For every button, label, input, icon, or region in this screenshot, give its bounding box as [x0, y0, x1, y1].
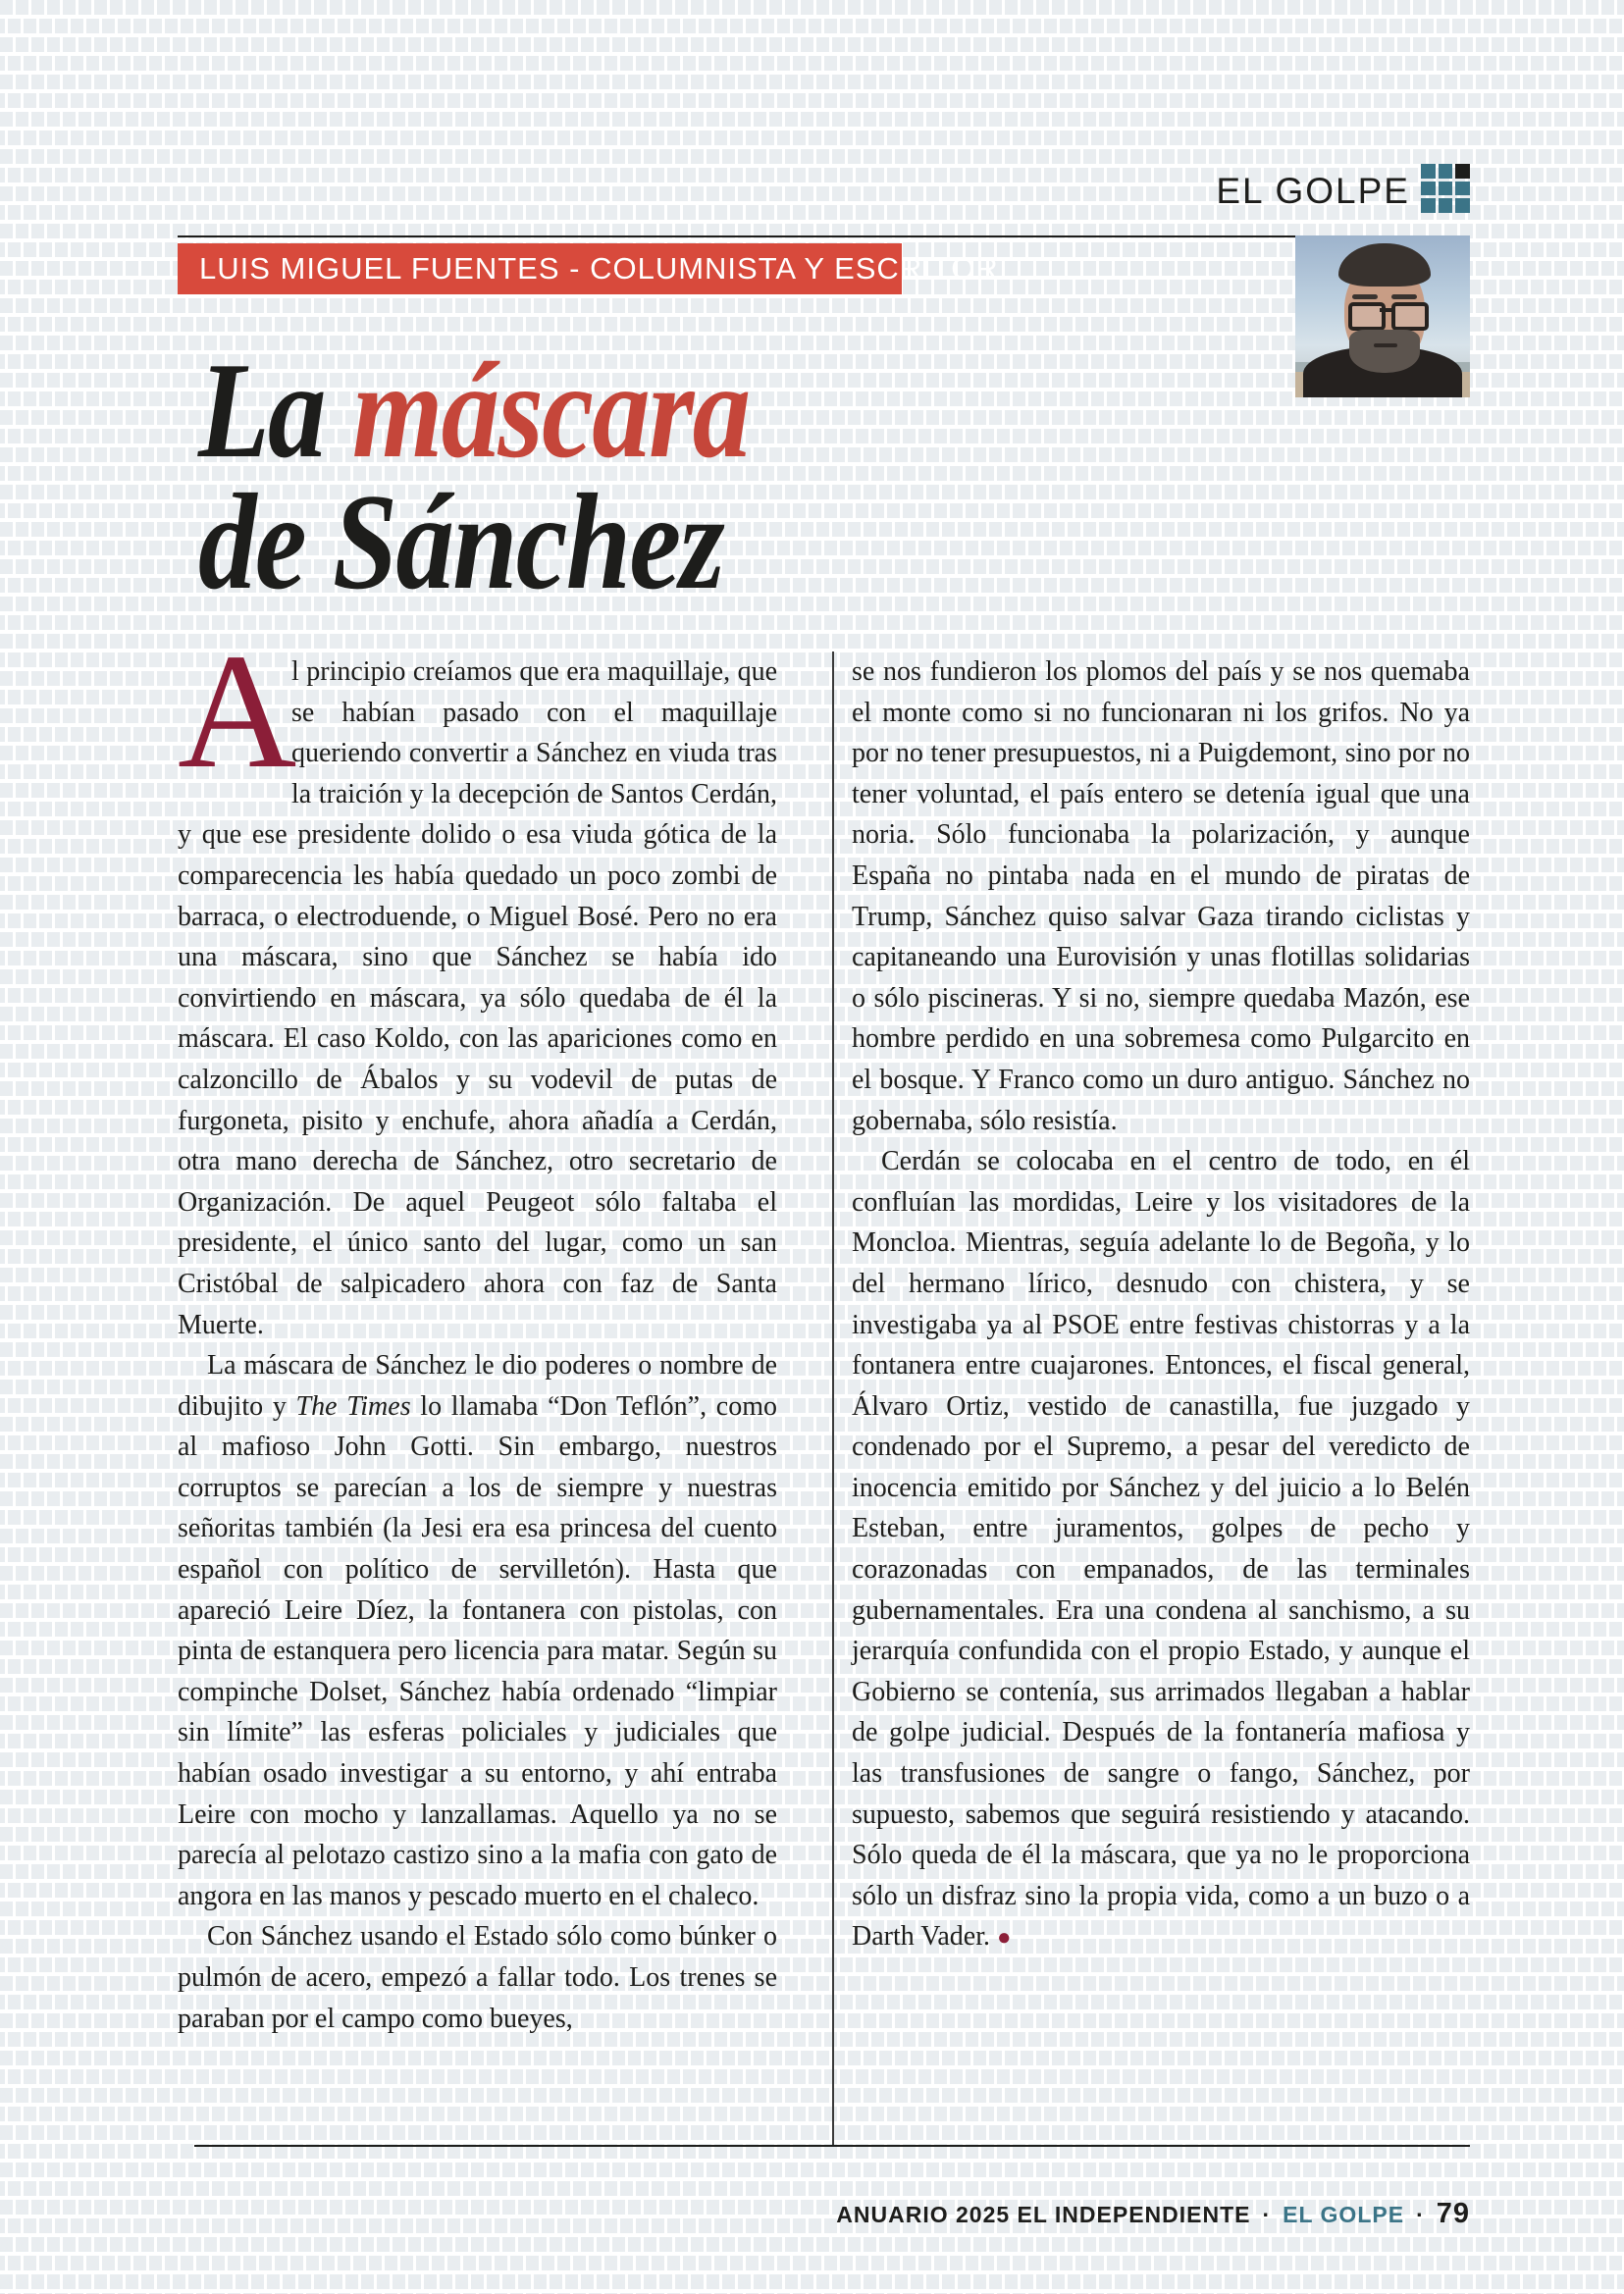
- paragraph-text: se nos fundieron los plomos del país y se nos quemaba el monte como si no funcionaran ni los grifos. No ya por no tener presupuestos, ni a Puigdemont, sino por no tener voluntad, el país entero se detenía igual que una noria. Sólo funcionaba la polarización, y aunque España no pintaba nada en el mundo de piratas de Trump, Sánchez quiso salvar Gaza tirando ciclistas y capitaneando una Eurovisión y unas flotillas solidarias o sólo piscineras. Y si no, siempre quedaba Mazón, ese hombre perdido en una sobremesa como Pulgarcito en el bosque. Y Franco como un duro antiguo. Sánchez no gobernaba, sólo resistía.: [852, 656, 1470, 1136]
- drop-cap: A: [178, 620, 297, 803]
- photo-mouth: [1374, 343, 1397, 347]
- page-number: 79: [1436, 2198, 1470, 2229]
- section-grid-icon: [1421, 164, 1470, 213]
- photo-glasses-right: [1391, 302, 1429, 331]
- photo-beard: [1349, 330, 1420, 373]
- footer-annual: ANUARIO 2025 EL INDEPENDIENTE: [836, 2202, 1251, 2227]
- grid-square-dark: [1455, 164, 1470, 179]
- grid-square: [1421, 182, 1436, 196]
- title-line2: de Sánchez: [198, 466, 724, 618]
- title-lead: La: [198, 335, 352, 487]
- photo-hair: [1338, 243, 1431, 287]
- grid-square: [1455, 198, 1470, 213]
- paragraph-text: Con Sánchez usando el Estado sólo como búnker o pulmón de acero, empezó a fallar todo. Los trenes se paraban por el campo como bueyes,: [178, 1921, 777, 2034]
- paragraph-text: l principio creíamos que era maquillaje, que se habían pasado con el maquillaje queriendo convertir a Sánchez en viuda tras la traición y la decepción de Santos Cerdán, y que ese presidente dolido o esa viuda gótica de la comparecencia les había quedado un poco zombi de barraca, o electroduende, o Miguel Bosé. Pero no era una máscara, sino que Sánchez se había ido convirtiendo en máscara, ya sólo quedaba de él la máscara. El caso Koldo, con las apariciones como en calzoncillo de Ábalos y su vodevil de putas de furgoneta, pisito y enchufe, ahora añadía a Cerdán, otra mano derecha de Sánchez, otro secretario de Organización. De aquel Peugeot sólo faltaba el presidente, el único santo del lugar, como un san Cristóbal de salpicadero ahora con faz de Santa Muerte.: [178, 656, 777, 1340]
- publication-name: The Times: [295, 1390, 411, 1422]
- end-mark: ●: [997, 1925, 1012, 1952]
- grid-square: [1421, 198, 1436, 213]
- grid-square: [1455, 182, 1470, 196]
- paragraph-text: Cerdán se colocaba en el centro de todo, en él confluían las mordidas, Leire y los visitadores de la Moncloa. Mientras, seguía adelante lo de Begoña, y lo del hermano lírico, desnudo con chistera, y se investigaba ya al PSOE entre festivas chistorras y a la fontanera entre cuajarones. Entonces, el fiscal general, Álvaro Ortiz, vestido de canastilla, fue juzgado y condenado por el Supremo, a pesar del veredicto de inocencia emitido por Sánchez y del juicio a lo Belén Esteban, entre juramentos, golpes de pecho y corazonadas con empanados, de las terminales gubernamentales. Era una condena al sanchismo, a su jerarquía confundida con el propio Estado, y aunque el Gobierno se contenía, sus arrimados llegaban a hablar de golpe judicial. Después de la fontanería mafiosa y las transfusiones de sangre o fango, Sánchez, por supuesto, sabemos que seguirá resistiendo y atacando. Sólo queda de él la máscara, que ya no le proporciona sólo un disfraz sino la propia vida, como a un buzo o a Darth Vader.: [852, 1146, 1470, 1953]
- grid-square: [1421, 164, 1436, 179]
- footer: [836, 2198, 1470, 2230]
- paragraph: [852, 1141, 1470, 1959]
- footer-separator: ·: [1262, 2202, 1272, 2227]
- byline-banner: LUIS MIGUEL FUENTES - COLUMNISTA Y ESCRITOR: [178, 243, 902, 294]
- photo-glasses-left: [1348, 302, 1386, 331]
- grid-square: [1439, 198, 1453, 213]
- section-label: EL GOLPE: [1216, 171, 1410, 211]
- paragraph-text: lo llamaba “Don Teflón”, como al mafioso John Gotti. Sin embargo, nuestros corruptos se parecían a los de siempre y nuestras señoritas también (la Jesi era esa princesa del cuento español con político de servilletón). Hasta que apareció Leire Díez, la fontanera con pistolas, con pinta de estanquera pero licencia para matar. Según su compinche Dolset, Sánchez había ordenado “limpiar sin límite” las esferas policiales y judiciales que habían osado investigar a su entorno, y ahí entraba Leire con mocho y lanzallamas. Aquello ya no se parecía al pelotazo castizo sino a la mafia con gato de angora en las manos y pescado muerto en el chaleco.: [178, 1390, 777, 1911]
- paragraph: [178, 620, 777, 1345]
- article-title: [198, 335, 750, 618]
- grid-square: [1439, 182, 1453, 196]
- article-column-2: [852, 652, 1470, 1959]
- photo-eyebrow: [1391, 294, 1417, 299]
- article-column-1: [178, 620, 777, 2039]
- footer-section: EL GOLPE: [1283, 2202, 1405, 2227]
- footer-rule: [194, 2145, 1470, 2147]
- top-rule: [178, 235, 1470, 237]
- paragraph-text: La máscara de Sánchez le dio poderes o nombre de dibujito y: [178, 1350, 777, 1422]
- author-photo: [1295, 235, 1470, 397]
- column-divider: [832, 652, 834, 2145]
- title-accent: máscara: [351, 335, 750, 487]
- paragraph: [178, 1345, 777, 1916]
- footer-separator: ·: [1416, 2202, 1425, 2227]
- paragraph: [852, 652, 1470, 1141]
- photo-glasses-bridge: [1380, 308, 1393, 312]
- photo-eyebrow: [1352, 294, 1378, 299]
- grid-square: [1439, 164, 1453, 179]
- paragraph: [178, 1916, 777, 2039]
